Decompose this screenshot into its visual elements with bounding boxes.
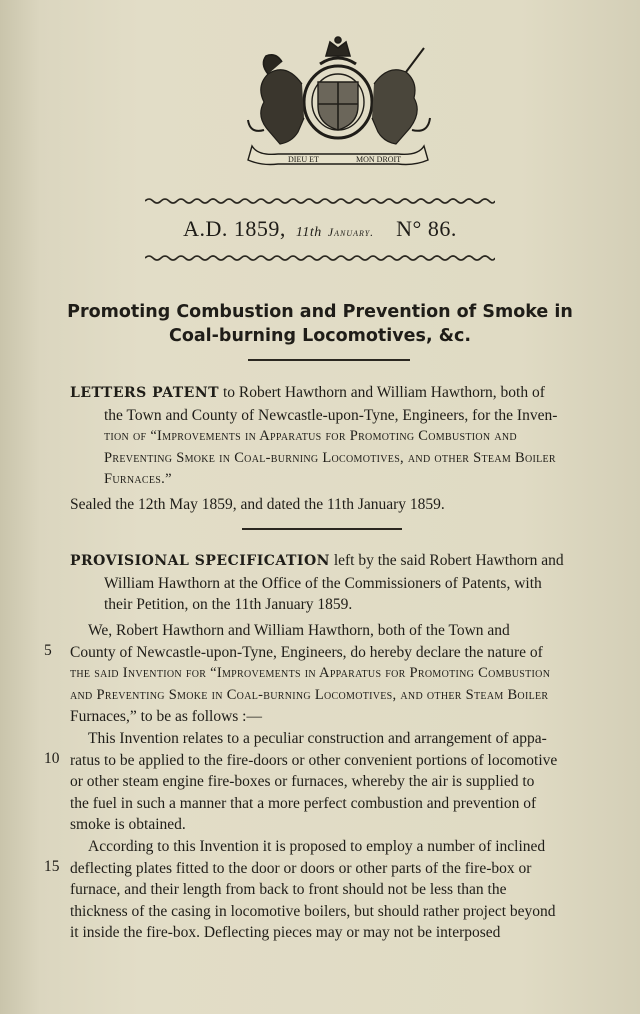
patent-date: 11th bbox=[295, 225, 322, 240]
body-line-7: ratus to be applied to the fire-doors or other convenient portions of locomotive bbox=[70, 751, 558, 769]
specification-body bbox=[70, 620, 596, 944]
provisional-line-2: William Hawthorn at the Office of the Commissioners of Patents, with bbox=[104, 574, 542, 592]
line-number-10: 10 bbox=[44, 750, 60, 767]
body-line-13: furnace, and their length from back to front should not be less than the bbox=[70, 881, 507, 899]
motto-left: DIEU ET bbox=[288, 155, 319, 164]
patent-header bbox=[0, 216, 640, 242]
bottom-wavy-rule bbox=[145, 254, 495, 262]
motto-right: MON DROIT bbox=[356, 155, 402, 164]
provisional-text-1: left by the said Robert Hawthorn and bbox=[329, 552, 564, 569]
line-number-15: 15 bbox=[44, 858, 60, 875]
letters-patent-lead: LETTERS PATENT bbox=[70, 385, 220, 401]
provisional-line-1 bbox=[70, 550, 596, 573]
body-line-3: the said Invention for “Improvements in Apparatus for Promoting Combustion bbox=[70, 665, 551, 682]
title-line-2: Coal-burning Locomotives, &c. bbox=[169, 326, 471, 346]
top-wavy-rule bbox=[145, 197, 495, 205]
title-divider bbox=[248, 359, 410, 361]
provisional-lead: PROVISIONAL SPECIFICATION bbox=[70, 553, 330, 569]
body-line-6: This Invention relates to a peculiar construction and arrangement of appa- bbox=[88, 729, 547, 747]
body-line-14: thickness of the casing in locomotive boilers, but should rather project beyond bbox=[70, 902, 556, 920]
provisional-block bbox=[70, 550, 596, 616]
body-line-9: the fuel in such a manner that a more perfect combustion and prevention of bbox=[70, 794, 537, 812]
body-line-4: and Preventing Smoke in Coal-burning Locomotives, and other Steam Boiler bbox=[70, 686, 549, 703]
body-line-10: smoke is obtained. bbox=[70, 816, 186, 834]
body-line-11: According to this Invention it is proposed to employ a number of inclined bbox=[88, 837, 546, 855]
letters-patent-block bbox=[70, 382, 596, 516]
patent-number: N° 86. bbox=[396, 216, 457, 241]
provisional-line-3: their Petition, on the 11th January 1859. bbox=[104, 596, 353, 614]
patent-month: January. bbox=[327, 225, 375, 239]
body-line-12: deflecting plates fitted to the door or doors or other parts of the fire-box or bbox=[70, 859, 532, 877]
body-line-8: or other steam engine fire-boxes or furnaces, whereby the air is supplied to bbox=[70, 773, 535, 791]
letters-patent-line-1 bbox=[70, 382, 596, 405]
patent-title bbox=[40, 300, 600, 348]
line-number-5: 5 bbox=[44, 642, 52, 659]
patent-year: A.D. 1859, bbox=[183, 216, 286, 241]
body-line-2: County of Newcastle-upon-Tyne, Engineers, do hereby declare the nature of bbox=[70, 643, 543, 661]
body-line-15: it inside the fire-box. Deflecting pieces may or may not be interposed bbox=[70, 924, 501, 942]
letters-patent-line-3: tion of “Improvements in Apparatus for Promoting Combustion and bbox=[104, 428, 517, 445]
sealed-line: Sealed the 12th May 1859, and dated the 11th January 1859. bbox=[70, 495, 445, 513]
letters-patent-line-4: Preventing Smoke in Coal-burning Locomotives, and other Steam Boiler bbox=[104, 449, 556, 466]
royal-coat-of-arms-icon bbox=[238, 34, 438, 168]
body-line-1: We, Robert Hawthorn and William Hawthorn, both of the Town and bbox=[88, 622, 510, 639]
letters-patent-line-2: the Town and County of Newcastle-upon-Tyne, Engineers, for the Inven- bbox=[104, 406, 558, 424]
title-line-1: Promoting Combustion and Prevention of Smoke in bbox=[67, 302, 573, 322]
section-divider bbox=[242, 528, 402, 530]
letters-patent-line-5: Furnaces.” bbox=[104, 471, 172, 488]
body-line-5: Furnaces,” to be as follows :— bbox=[70, 708, 262, 726]
letters-patent-text-1: to Robert Hawthorn and William Hawthorn, both of bbox=[219, 384, 545, 401]
